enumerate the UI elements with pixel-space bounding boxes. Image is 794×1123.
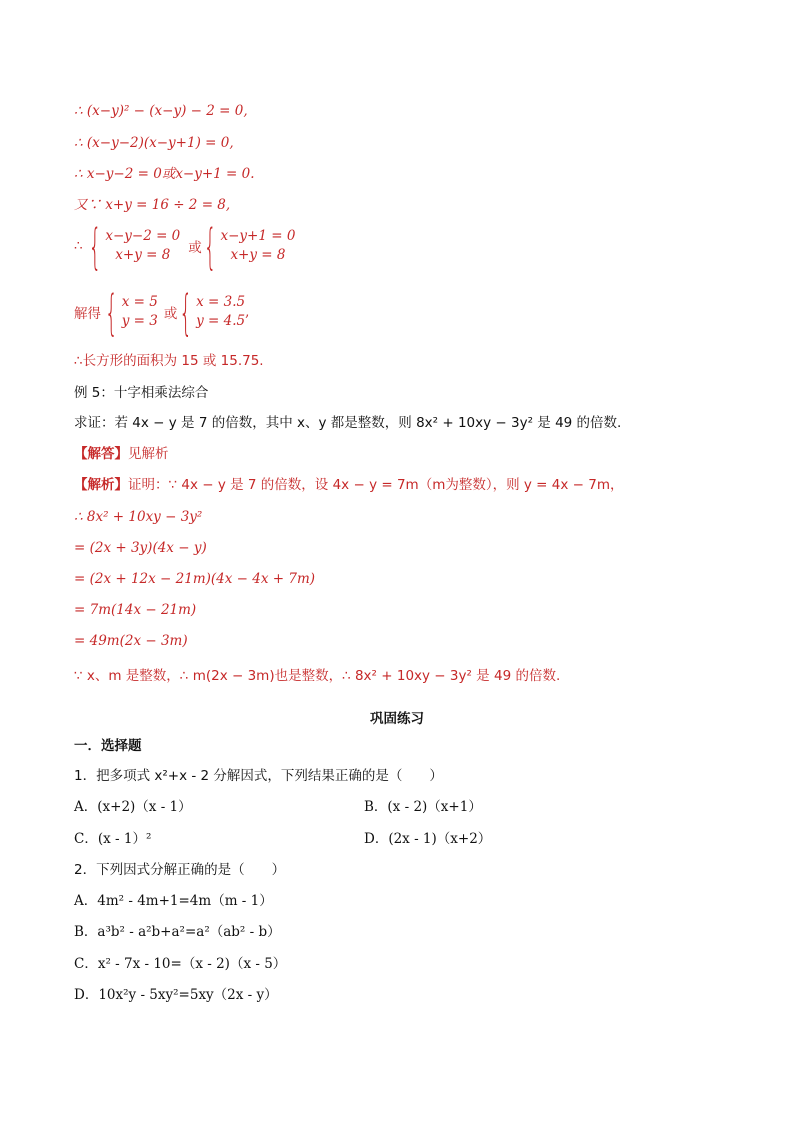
equation-systems xyxy=(74,216,296,275)
therefore-symbol: ∴ xyxy=(74,237,83,254)
step-line-3 xyxy=(74,166,255,182)
answer-line xyxy=(74,446,169,462)
solution-2 xyxy=(196,294,245,329)
answer-tag: 【解答】 xyxy=(74,446,128,462)
question-1: 1．把多项式 x²+x - 2 分解因式，下列结果正确的是（ ） xyxy=(74,768,443,784)
solution-2-x: x = 3.5 xyxy=(196,294,246,310)
step-line-1 xyxy=(74,103,248,119)
step-3-text: ∴ x−y−2 = 0或x−y+1 = 0. xyxy=(74,166,255,182)
example-5-claim: 求证：若 4x − y 是 7 的倍数，其中 x、y 都是整数，则 8x² + 10xy − 3y² 是 49 的倍数. xyxy=(74,415,622,431)
practice-heading: 巩固练习 xyxy=(370,711,424,727)
or-word: 或 xyxy=(163,305,178,322)
solve-prefix: 解得 xyxy=(74,305,101,322)
question-1-option-d[interactable]: D．(2x - 1)（x+2） xyxy=(364,831,492,847)
left-brace-icon: { xyxy=(88,216,102,275)
question-1-option-c[interactable]: C．(x - 1）² xyxy=(74,831,152,847)
left-brace-icon: { xyxy=(179,282,193,341)
answer-text: 见解析 xyxy=(128,446,169,462)
solution-1-x: x = 5 xyxy=(121,294,158,310)
section-title: 一．选择题 xyxy=(74,738,142,754)
system-2-eq-2: x+y = 8 xyxy=(230,247,286,263)
system-1-eq-1: x−y−2 = 0 xyxy=(105,228,181,244)
analysis-tag: 【解析】 xyxy=(74,477,128,493)
system-1 xyxy=(105,228,180,263)
question-2: 2．下列因式分解正确的是（ ） xyxy=(74,862,286,878)
analysis-text: 证明：∵ 4x − y 是 7 的倍数，设 4x − y = 7m（m为整数），则 y = 4x − 7m， xyxy=(128,477,624,493)
left-brace-icon: { xyxy=(203,216,217,275)
solution-2-y: y = 4.5 xyxy=(196,313,246,329)
step-2-text: ∴ (x−y−2)(x−y+1) = 0, xyxy=(74,135,234,151)
step-4-text: 又∵ x+y = 16 ÷ 2 = 8, xyxy=(74,197,231,213)
system-2 xyxy=(221,228,296,263)
solution-suffix: , xyxy=(245,303,250,320)
left-brace-icon: { xyxy=(105,282,118,341)
proof-step-5: = 49m(2x − 3m) xyxy=(74,633,188,649)
proof-conclusion: ∵ x、m 是整数，∴ m(2x − 3m)也是整数，∴ 8x² + 10xy − 3y² 是 49 的倍数. xyxy=(74,668,561,684)
step-line-4 xyxy=(74,197,230,213)
question-2-option-b[interactable]: B．a³b² - a²b+a²=a²（ab² - b） xyxy=(74,924,281,940)
proof-step-2: = (2x + 3y)(4x − y) xyxy=(74,540,207,556)
question-2-option-d[interactable]: D．10x²y - 5xy²=5xy（2x - y） xyxy=(74,987,278,1003)
solution-systems xyxy=(74,282,250,341)
solution-1 xyxy=(122,294,158,329)
example-5-title: 例 5：十字相乘法综合 xyxy=(74,385,209,401)
question-1-option-b[interactable]: B．(x - 2)（x+1） xyxy=(364,799,482,815)
step-1-text: ∴ (x−y)² − (x−y) − 2 = 0, xyxy=(74,103,248,119)
step-line-2 xyxy=(74,135,234,151)
question-2-option-a[interactable]: A．4m² - 4m+1=4m（m - 1） xyxy=(74,893,273,909)
proof-step-3: = (2x + 12x − 21m)(4x − 4x + 7m) xyxy=(74,571,316,587)
or-word: 或 xyxy=(188,239,202,256)
system-2-eq-1: x−y+1 = 0 xyxy=(220,228,296,244)
proof-step-1: ∴ 8x² + 10xy − 3y² xyxy=(74,509,203,525)
analysis-line xyxy=(74,477,623,493)
system-1-eq-2: x+y = 8 xyxy=(115,247,171,263)
proof-step-4: = 7m(14x − 21m) xyxy=(74,602,197,618)
question-2-option-c[interactable]: C．x² - 7x - 10=（x - 2)（x - 5） xyxy=(74,956,287,972)
area-conclusion: ∴长方形的面积为 15 或 15.75. xyxy=(74,353,264,369)
solution-1-y: y = 3 xyxy=(121,313,158,329)
question-1-option-a[interactable]: A．(x+2)（x - 1） xyxy=(74,799,192,815)
